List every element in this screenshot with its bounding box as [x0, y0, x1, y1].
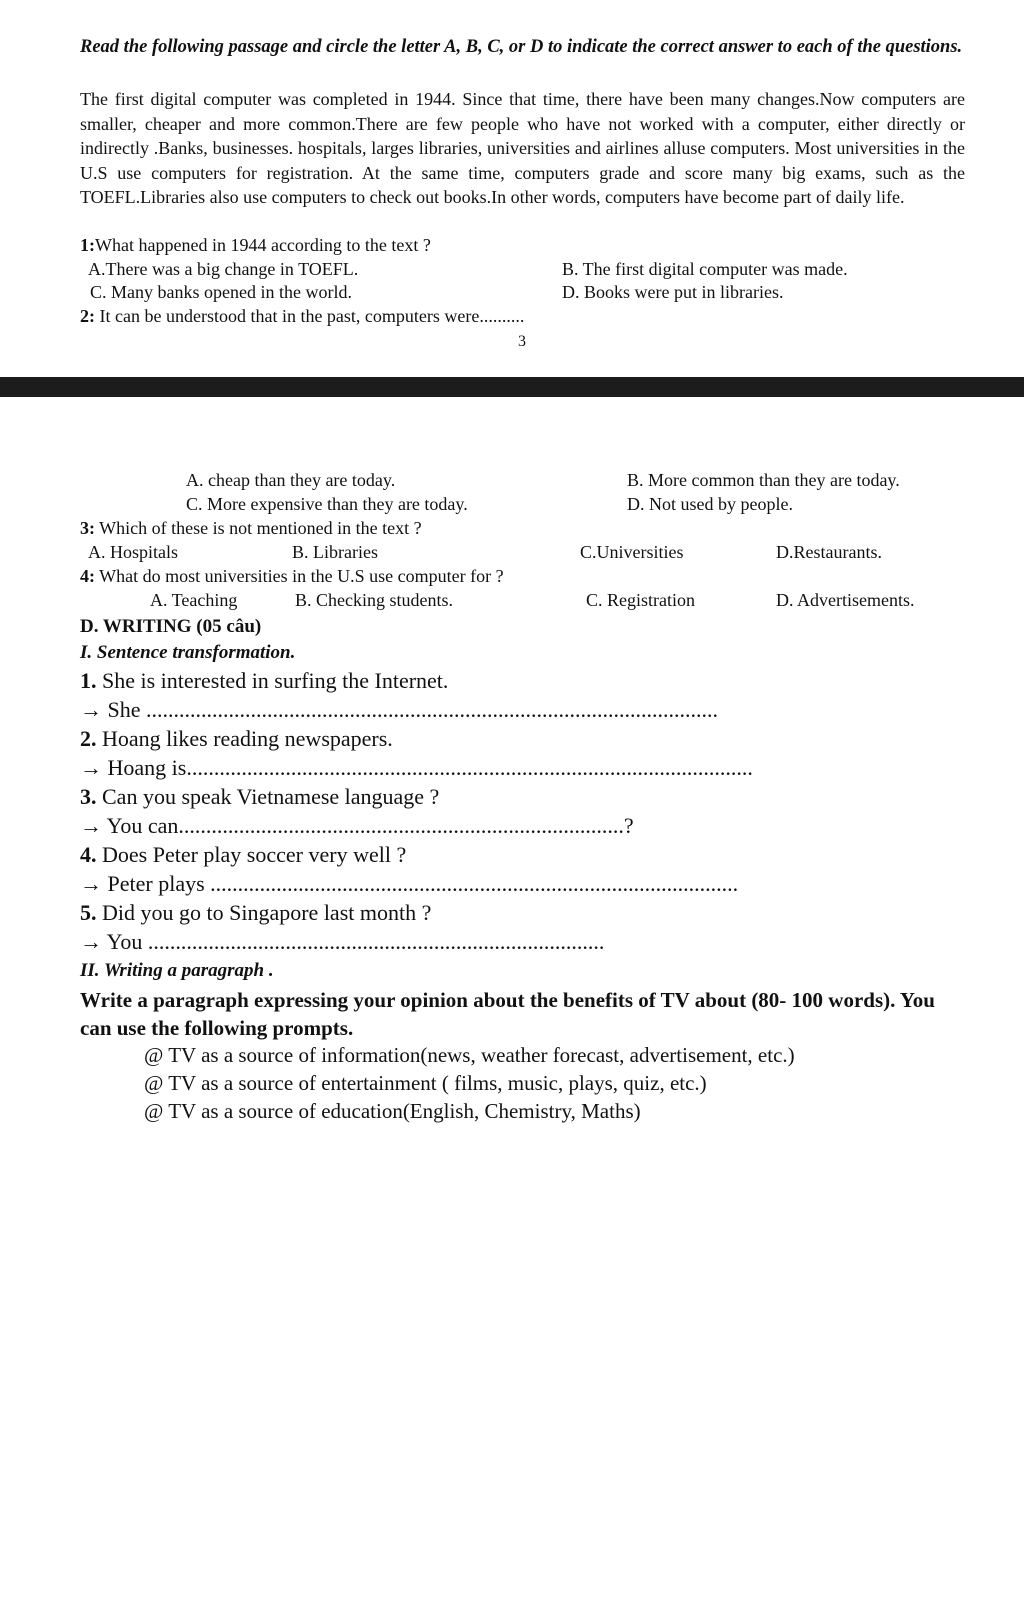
question-4-text: What do most universities in the U.S use computer for ?	[95, 566, 504, 586]
question-4-option-d: D. Advertisements.	[776, 590, 915, 610]
question-4-option-c: C. Registration	[586, 590, 695, 610]
transformation-item-4-number: 4.	[80, 842, 97, 867]
transformation-item-1-text: She is interested in surfing the Internet.	[96, 668, 449, 693]
question-3-option-d: D.Restaurants.	[776, 542, 882, 562]
question-3	[80, 518, 422, 539]
question-4-option-b: B. Checking students.	[295, 590, 453, 610]
transformation-item-1	[80, 668, 448, 694]
question-2	[80, 306, 524, 327]
question-1-option-b: B. The first digital computer was made.	[562, 259, 848, 279]
question-2-option-d: D. Not used by people.	[627, 494, 793, 514]
question-4-number: 4:	[80, 566, 95, 586]
prompt-bullet-education: @ TV as a source of education(English, Chemistry, Maths)	[144, 1099, 641, 1123]
transformation-item-3-number: 3.	[80, 784, 97, 809]
transformation-answer-4: → Peter plays ................................................................................................	[80, 871, 739, 896]
transformation-item-4-text: Does Peter play soccer very well ?	[96, 842, 407, 867]
question-3-option-c: C.Universities	[580, 542, 684, 562]
question-2-option-c: C. More expensive than they are today.	[186, 494, 468, 514]
question-1-option-a: A.There was a big change in TOEFL.	[88, 259, 359, 279]
prompt-bullet-entertainment: @ TV as a source of entertainment ( films, music, plays, quiz, etc.)	[144, 1071, 707, 1095]
question-3-number: 3:	[80, 518, 95, 538]
transformation-answer-5: → You ...................................................................................	[80, 929, 605, 954]
question-3-option-a: A. Hospitals	[88, 542, 178, 562]
transformation-item-5	[80, 900, 431, 926]
writing-paragraph-prompt: Write a paragraph expressing your opinion about the benefits of TV about (80- 100 words). You can use the following prompts.	[80, 988, 935, 1040]
question-3-text: Which of these is not mentioned in the text ?	[95, 518, 422, 538]
sentence-transformation-title: I. Sentence transformation.	[80, 642, 296, 663]
transformation-item-5-number: 5.	[80, 900, 97, 925]
page-divider	[0, 377, 1024, 397]
transformation-item-3-text: Can you speak Vietnamese language ?	[96, 784, 440, 809]
transformation-answer-1: → She ........................................................................................................	[80, 697, 718, 722]
question-4-option-a: A. Teaching	[150, 590, 238, 610]
reading-instruction: Read the following passage and circle the letter A, B, C, or D to indicate the correct answer to each of the questions.	[80, 37, 963, 57]
transformation-item-2-text: Hoang likes reading newspapers.	[96, 726, 393, 751]
transformation-item-5-text: Did you go to Singapore last month ?	[96, 900, 432, 925]
page-number: 3	[518, 333, 526, 350]
reading-passage: The first digital computer was completed in 1944. Since that time, there have been many changes.Now computers are smaller, cheaper and more common.There are few people who have not worked with a computer, either directly or indirectly .Banks, businesses. hospitals, larges libraries, universities and airlines alluse computers. Most universities in the U.S use computers for registration. At the same time, computers grade and score many big exams, such as the TOEFL.Libraries also use computers to check out books.In other words, computers have become part of daily life.	[80, 89, 965, 207]
question-2-option-a: A. cheap than they are today.	[186, 470, 396, 490]
transformation-answer-2: → Hoang is.......................................................................................................	[80, 755, 753, 780]
question-3-option-b: B. Libraries	[292, 542, 378, 562]
question-2-number: 2:	[80, 306, 95, 326]
transformation-item-3	[80, 784, 439, 810]
question-2-option-b: B. More common than they are today.	[627, 470, 900, 490]
transformation-item-2	[80, 726, 393, 752]
question-1-number: 1:	[80, 235, 95, 255]
transformation-item-1-number: 1.	[80, 668, 97, 693]
question-2-text: It can be understood that in the past, computers were..........	[95, 306, 525, 326]
question-1-option-d: D. Books were put in libraries.	[562, 282, 784, 302]
writing-heading: D. WRITING (05 câu)	[80, 616, 262, 637]
question-1-text: What happened in 1944 according to the text ?	[95, 235, 431, 255]
prompt-bullet-information: @ TV as a source of information(news, weather forecast, advertisement, etc.)	[144, 1043, 795, 1067]
question-1-option-c: C. Many banks opened in the world.	[90, 282, 352, 302]
transformation-answer-3: → You can.................................................................................?	[80, 813, 634, 838]
writing-paragraph-title: II. Writing a paragraph .	[80, 960, 274, 981]
transformation-item-4	[80, 842, 406, 868]
transformation-item-2-number: 2.	[80, 726, 97, 751]
question-4	[80, 566, 504, 587]
question-1	[80, 235, 431, 256]
